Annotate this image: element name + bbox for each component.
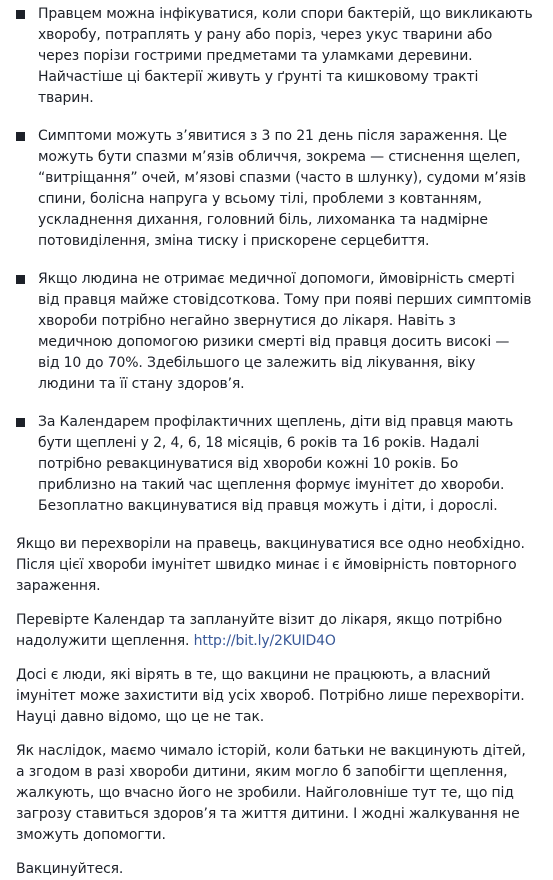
bullet-text: Якщо людина не отримає медичної допомоги, ймовірність смерті від правця майже стовідсоткова. Тому при появі перших симптомів хвороби потрібно негайно звернутися до лікаря. Навіть з медичною допомогою ризики смерті від правця досить високі — від 10 до 70%. Здебільшого це залежить від лікування, віку людини та її стану здоров’я. xyxy=(38,271,532,392)
bullet-text: За Календарем профілактичних щеплень, діти від правця мають бути щеплені у 2, 4, 6, 18 місяців, 6 років та 16 років. Надалі потрібно ревакцинуватися від хвороби кожні 10 років. Бо приблизно на такий час щеплення формує імунітет до хвороби. Безоплатно вакцинуватися від правця можуть і діти, і дорослі. xyxy=(38,414,514,514)
black-square-icon xyxy=(16,275,25,284)
black-square-icon xyxy=(16,10,25,19)
paragraph-closing: Вакцинуйтеся. xyxy=(16,861,124,877)
bullet-item xyxy=(16,4,533,109)
calendar-text: Перевірте Календар та заплануйте візит до лікаря, якщо потрібно надолужити щеплення. xyxy=(16,612,503,649)
black-square-icon xyxy=(16,418,25,427)
paragraph-reinfection: Якщо ви перехворіли на правець, вакцинуватися все одно необхідно. Після цієї хвороби імунітет швидко минає і є ймовірність повторного зараження. xyxy=(16,536,525,594)
bullet-text: Симптоми можуть з’явитися з 3 по 21 день після зараження. Це можуть бути спазми м’язів обличчя, зокрема — стиснення щелеп, “витріщання” очей, м’язові спазми (часто в шлунку), судоми м’язів спини, болісна напруга у всьому тілі, проблеми з ковтанням, ускладнення дихання, головний біль, лихоманка та надмірне потовиділення, зміна тиску і прискорене серцебиття. xyxy=(38,128,526,249)
bullet-item xyxy=(16,412,533,517)
paragraph-calendar xyxy=(16,610,533,652)
paragraph-myths: Досі є люди, які вірять в те, що вакцини не працюють, а власний імунітет може захистити від усіх хвороб. Потрібно лише перехворіти. Науці давно відомо, що це не так. xyxy=(16,667,525,725)
bullet-item xyxy=(16,269,533,395)
bullet-text: Правцем можна інфікуватися, коли спори бактерій, що викликають хворобу, потраплять у рану або поріз, через укус тварини або через порізи гострими предметами та уламками деревини. Найчастіше ці бактерії живуть у ґрунті та кишковому тракті тварин. xyxy=(38,6,533,106)
paragraph-consequences: Як наслідок, маємо чимало історій, коли батьки не вакцинують дітей, а згодом в разі хвороби дитини, яким могло б запобігти щеплення, жалкують, що вчасно його не зробили. Найголовніше тут те, що під загрозу ставиться здоров’я та життя дитини. І жодні жалкування не зможуть допомогти. xyxy=(16,743,526,843)
calendar-link[interactable]: http://bit.ly/2KUID4O xyxy=(193,633,336,649)
bullet-item xyxy=(16,126,533,252)
black-square-icon xyxy=(16,132,25,141)
